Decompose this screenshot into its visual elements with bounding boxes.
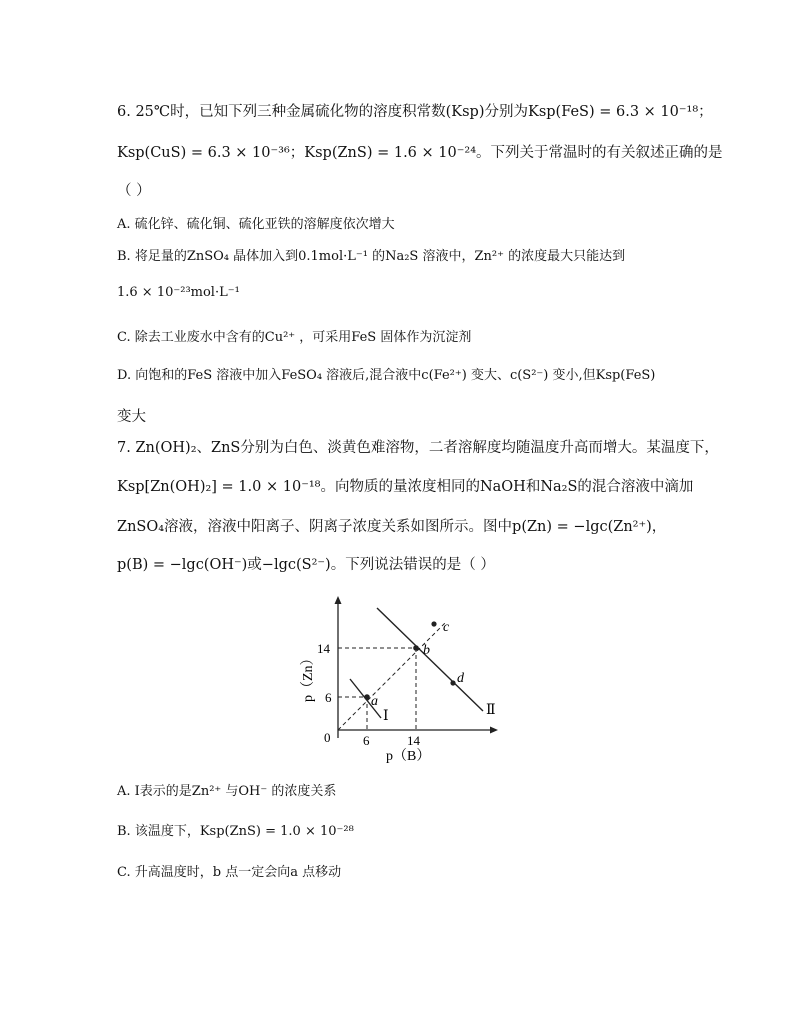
- q6-stem-line1: 6. 25℃时，已知下列三种金属硫化物的溶度积常数(Ksp)分别为Ksp(FeS) = 6.3 × 10⁻¹⁸；: [117, 104, 713, 120]
- q6-option-d-line1: D. 向饱和的FeS 溶液中加入FeSO₄ 溶液后,混合液中c(Fe²⁺) 变大、c(S²⁻) 变小,但Ksp(FeS): [117, 368, 656, 383]
- point-b-label: b: [423, 643, 430, 658]
- x-tick-14: 14: [407, 733, 420, 748]
- q6-answer-paren: （ ）: [117, 183, 151, 199]
- x-axis-arrow: [490, 727, 498, 734]
- y-axis-label: p（Zn）: [301, 651, 316, 702]
- q6-option-c: C. 除去工业废水中含有的Cu²⁺ ，可采用FeS 固体作为沉淀剂: [117, 330, 472, 345]
- point-d: [450, 680, 455, 685]
- q7-stem-line4: p(B) = −lgc(OH⁻)或−lgc(S²⁻)。下列说法错误的是（ ）: [117, 557, 495, 573]
- q7-stem-line1: 7. Zn(OH)₂、ZnS分别为白色、淡黄色难溶物，二者溶解度均随温度升高而增大。某温度下，: [117, 440, 719, 456]
- line-II-label: Ⅱ: [486, 703, 496, 718]
- diagonal-dashed: [338, 623, 445, 730]
- point-c: [431, 621, 436, 626]
- q6-option-b-line1: B. 将足量的ZnSO₄ 晶体加入到0.1mol·L⁻¹ 的Na₂S 溶液中，Zn²⁺ 的浓度最大只能达到: [117, 249, 626, 264]
- q7-stem-line3: ZnSO₄溶液，溶液中阳离子、阴离子浓度关系如图所示。图中p(Zn) = −lgc(Zn²⁺)，: [117, 519, 667, 535]
- point-d-label: d: [457, 671, 464, 686]
- line-II: [377, 608, 483, 711]
- solubility-diagram: [290, 590, 520, 770]
- origin-label: 0: [324, 730, 331, 745]
- y-axis-arrow: [335, 596, 342, 604]
- x-axis-label: p（B）: [386, 749, 431, 764]
- point-b: [413, 645, 419, 651]
- x-tick-6: 6: [363, 733, 370, 748]
- q6-option-a: A. 硫化锌、硫化铜、硫化亚铁的溶解度依次增大: [117, 217, 395, 232]
- q6-option-b-line2: 1.6 × 10⁻²³mol·L⁻¹: [117, 285, 240, 300]
- q6-option-d-line2: 变大: [117, 409, 146, 425]
- q6-stem-line2: Ksp(CuS) = 6.3 × 10⁻³⁶；Ksp(ZnS) = 1.6 × 10⁻²⁴。下列关于常温时的有关叙述正确的是: [117, 145, 723, 161]
- q7-stem-line2: Ksp[Zn(OH)₂] = 1.0 × 10⁻¹⁸。向物质的量浓度相同的NaOH和Na₂S的混合溶液中滴加: [117, 479, 694, 495]
- point-a: [364, 694, 370, 700]
- y-tick-14: 14: [317, 641, 330, 656]
- line-I-label: Ⅰ: [383, 709, 389, 724]
- point-a-label: a: [371, 694, 378, 709]
- q7-option-b: B. 该温度下，Ksp(ZnS) = 1.0 × 10⁻²⁸: [117, 824, 354, 839]
- point-c-label: c: [443, 620, 450, 635]
- y-tick-6: 6: [325, 690, 332, 705]
- q7-option-c: C. 升高温度时，b 点一定会向a 点移动: [117, 865, 342, 880]
- q7-option-a: A. Ⅰ表示的是Zn²⁺ 与OH⁻ 的浓度关系: [117, 784, 337, 799]
